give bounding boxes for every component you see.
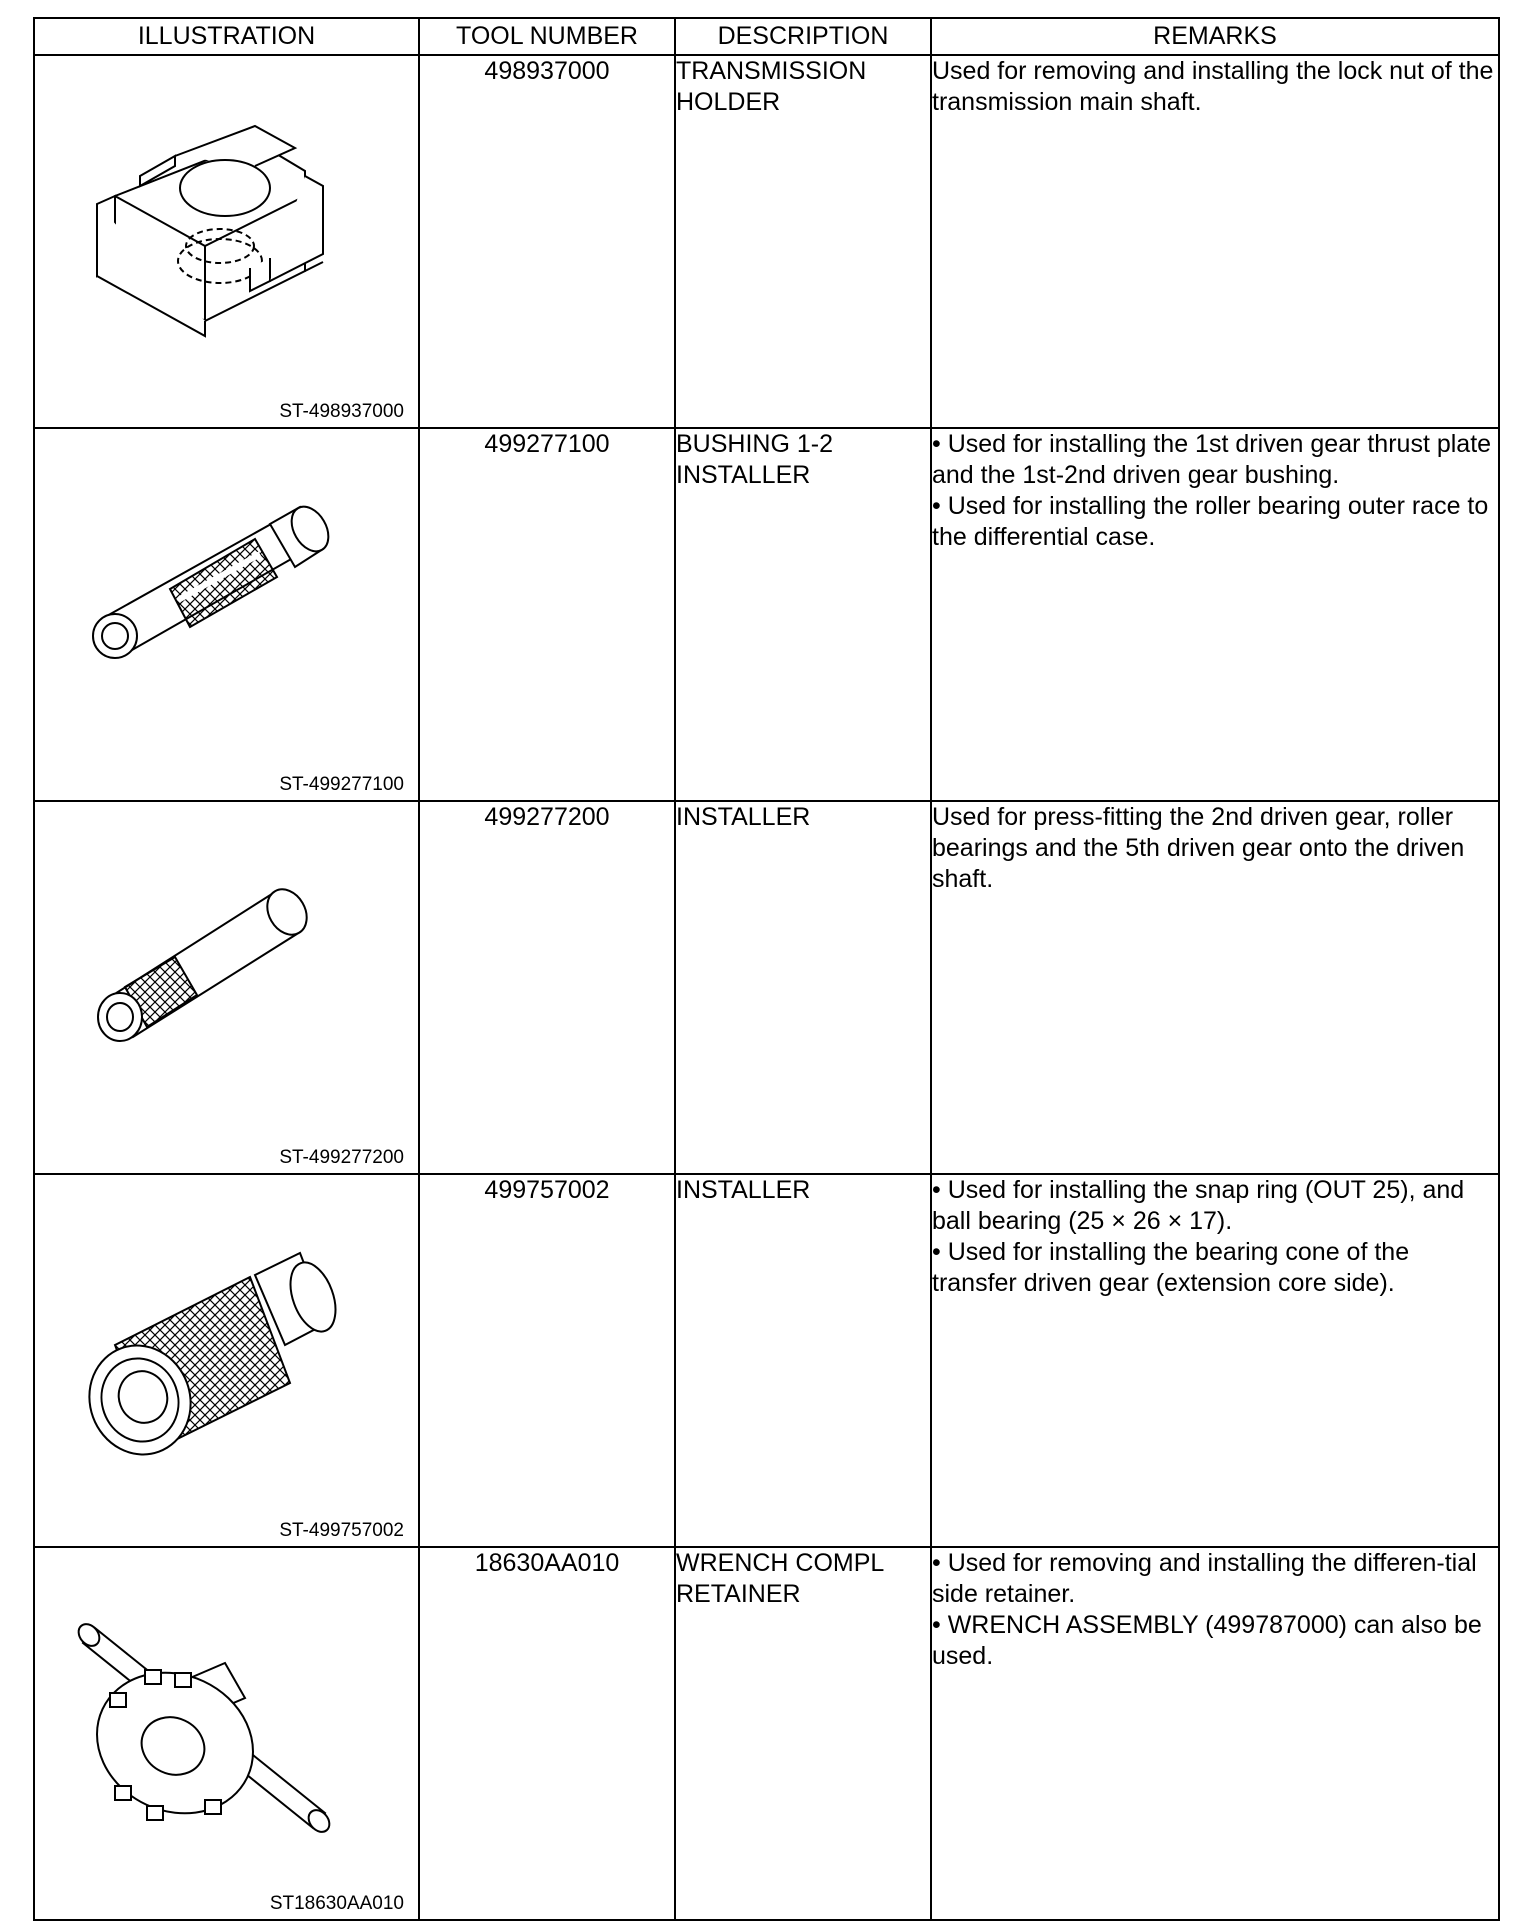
illustration-cell [34, 1174, 419, 1547]
tool-description: BUSHING 1-2 INSTALLER [675, 428, 931, 801]
installer-illustration [55, 832, 395, 1132]
header-remarks: REMARKS [931, 18, 1499, 55]
tool-remarks [931, 1547, 1499, 1920]
tool-description: INSTALLER [675, 801, 931, 1174]
table-row [34, 1174, 1499, 1547]
remark-line: • Used for installing the bearing cone of the transfer driven gear (extension core side). [932, 1238, 1410, 1297]
remark-line: • Used for installing the roller bearing outer race to the differential case. [932, 492, 1489, 551]
illustration-cell [34, 1547, 419, 1920]
wrench-retainer-illustration [55, 1578, 395, 1878]
transmission-holder-illustration [55, 86, 395, 386]
illustration-caption: ST-499277100 [279, 774, 404, 795]
header-tool-number: TOOL NUMBER [419, 18, 675, 55]
special-tools-table [33, 17, 1500, 1921]
illustration-cell [34, 801, 419, 1174]
tool-number: 499277100 [419, 428, 675, 801]
remark-line: • Used for installing the 1st driven gear thrust plate and the 1st-2nd driven gear bushing. [932, 430, 1492, 489]
remark-line: • Used for removing and installing the differen-tial side retainer. [932, 1549, 1477, 1608]
remark-line: • WRENCH ASSEMBLY (499787000) can also be used. [932, 1611, 1482, 1670]
bearing-installer-illustration [55, 1205, 395, 1505]
header-description: DESCRIPTION [675, 18, 931, 55]
remark-line: Used for removing and installing the lock nut of the transmission main shaft. [932, 57, 1494, 116]
tool-number: 499277200 [419, 801, 675, 1174]
table-row [34, 55, 1499, 428]
tool-number: 18630AA010 [419, 1547, 675, 1920]
tool-description: INSTALLER [675, 1174, 931, 1547]
tool-description: WRENCH COMPL RETAINER [675, 1547, 931, 1920]
tool-remarks [931, 55, 1499, 428]
bushing-installer-illustration [55, 459, 395, 759]
illustration-caption: ST18630AA010 [269, 1893, 404, 1914]
illustration-cell [34, 428, 419, 801]
tool-remarks [931, 428, 1499, 801]
table-row [34, 1547, 1499, 1920]
illustration-caption: ST-499277200 [279, 1147, 404, 1168]
illustration-cell [34, 55, 419, 428]
table-header-row [34, 18, 1499, 55]
tool-number: 498937000 [419, 55, 675, 428]
remark-line: Used for press-fitting the 2nd driven gear, roller bearings and the 5th driven gear onto the driven shaft. [932, 803, 1465, 893]
table-row [34, 428, 1499, 801]
remark-line: • Used for installing the snap ring (OUT 25), and ball bearing (25 × 26 × 17). [932, 1176, 1465, 1235]
tool-description: TRANSMISSION HOLDER [675, 55, 931, 428]
header-illustration: ILLUSTRATION [34, 18, 419, 55]
tool-remarks [931, 801, 1499, 1174]
tool-remarks [931, 1174, 1499, 1547]
tool-number: 499757002 [419, 1174, 675, 1547]
illustration-caption: ST-498937000 [279, 401, 404, 422]
illustration-caption: ST-499757002 [279, 1520, 404, 1541]
table-row [34, 801, 1499, 1174]
